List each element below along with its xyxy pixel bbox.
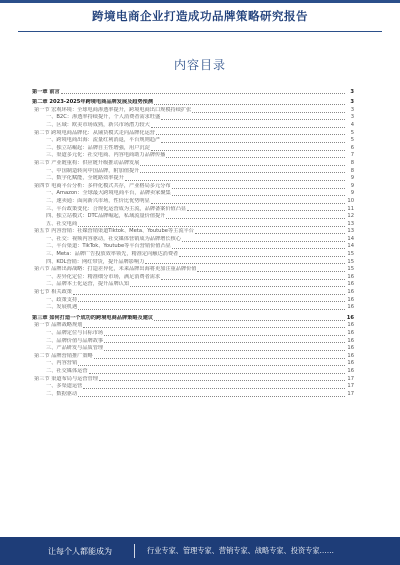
toc-page-number: 16	[347, 281, 354, 288]
toc-entry-text: 一、政策支持	[46, 296, 78, 303]
toc-entry-text: 三、渠道多元化：社交电商、内容电商助力品牌传播	[46, 152, 166, 159]
toc-entry-text: 一、B2C：渗透率持续提升，个人消费者需求旺盛	[46, 114, 161, 121]
toc-page-number: 3	[350, 99, 354, 106]
toc-leader-dots	[145, 259, 345, 264]
toc-entry-text: 二、平台渠道：TikTok、Youtube等平台营销价值凸显	[46, 243, 171, 250]
toc-entry-text: 第七节 相关政策	[34, 289, 72, 296]
toc-leader-dots	[94, 354, 345, 359]
toc-leader-dots	[78, 392, 345, 397]
toc-leader-dots	[179, 252, 345, 257]
toc-entry-text: 第三节 产业链重构：供应链升级推动品牌发展	[34, 159, 140, 166]
toc-leader-dots	[161, 275, 345, 280]
toc-entry-section[interactable]	[32, 182, 354, 190]
toc-leader-dots	[182, 237, 345, 242]
toc-entry-section[interactable]	[32, 228, 354, 236]
toc-page-number: 14	[347, 235, 354, 242]
page-header	[0, 5, 400, 27]
toc-leader-dots	[187, 206, 345, 211]
footer-separator	[134, 544, 135, 558]
toc-leader-dots	[104, 346, 345, 351]
toc-page-number: 5	[350, 137, 354, 144]
toc-entry-sub[interactable]	[32, 345, 354, 353]
toc-leader-dots	[161, 138, 345, 143]
toc-page-number: 17	[347, 383, 354, 390]
toc-page-number: 7	[350, 152, 354, 159]
toc-entry-text: 二、独立站崛起：品牌自主性增强，用户沉淀	[46, 144, 150, 151]
toc-entry-sub[interactable]	[32, 304, 354, 312]
toc-page-number: 12	[347, 213, 354, 220]
toc-entry-text: 第二节 品牌营销推广策略	[34, 352, 93, 359]
toc-entry-text: 一、品牌定位与目标市场	[46, 330, 104, 336]
toc-entry-section[interactable]	[32, 322, 354, 330]
toc-leader-dots	[154, 100, 345, 105]
toc-leader-dots	[161, 115, 345, 120]
toc-leader-dots	[140, 168, 345, 173]
toc-entry-text: 第三章 如何打造一个成功的跨境电商品牌策略及建议	[32, 314, 154, 321]
toc-page-number: 9	[350, 190, 354, 197]
toc-entry-sub[interactable]	[32, 152, 354, 160]
toc-leader-dots	[78, 305, 345, 310]
toc-leader-dots	[166, 153, 345, 158]
toc-page-number: 14	[347, 243, 354, 250]
toc-leader-dots	[78, 222, 345, 227]
toc-entry-text: 二、发展机遇	[46, 304, 78, 311]
toc-entry-text: 一、跨境电商出海：流量红利消退，平台规则趋严	[46, 137, 161, 144]
toc-page-number: 16	[347, 296, 354, 303]
toc-entry-text: 二、速卖通：面向新兴市场，性价比优势明显	[46, 197, 150, 204]
toc-page-number: 15	[347, 266, 354, 273]
toc-leader-dots	[166, 214, 345, 219]
toc-page-number: 16	[347, 345, 354, 352]
toc-leader-dots	[151, 146, 345, 151]
toc-leader-dots	[156, 130, 345, 135]
toc-entry-text: 二、社交媒体运营	[46, 367, 88, 374]
toc-entry-section[interactable]	[32, 266, 354, 274]
toc-entry-text: 二、区域：欧美市场成熟，新兴市场潜力较大	[46, 121, 150, 128]
toc-page-number: 16	[347, 360, 354, 367]
toc-entry-text: 二、数据驱动	[46, 390, 78, 397]
toc-heading: 内容目录	[173, 58, 226, 72]
toc-entry-sub[interactable]	[32, 367, 354, 375]
toc-entry-text: 一、内容营销	[46, 360, 78, 367]
toc-page-number: 8	[350, 159, 354, 166]
toc-page-number: 6	[350, 144, 354, 151]
toc-entry-text: 第四节 电商平台分析：多样化模式共存，产业格局多元分布	[34, 182, 171, 189]
toc-page-number: 16	[347, 304, 354, 311]
toc-entry-text: 二、数字化赋能，全链路效率提升	[46, 175, 124, 182]
toc-entry-text: 三、平台政策变化：合规化运营成为主流，品牌备案价值凸显	[46, 205, 187, 212]
toc-leader-dots	[61, 89, 345, 94]
toc-entry-sub[interactable]	[32, 329, 354, 337]
toc-entry-sub[interactable]	[32, 213, 354, 221]
toc-entry-sub[interactable]	[32, 114, 354, 122]
toc-entry-text: 一、中国制造转向中国品牌，附加值提升	[46, 167, 140, 174]
toc-page-number: 16	[347, 330, 354, 336]
toc-entry-text: 二、品牌本土化运营，提升品牌认知	[46, 281, 130, 288]
toc-page-number: 15	[347, 251, 354, 258]
toc-leader-dots	[195, 229, 345, 234]
toc-leader-dots	[130, 282, 345, 287]
toc-entry-sub[interactable]	[32, 258, 354, 266]
toc-entry-chapter[interactable]	[32, 314, 354, 322]
toc-entry-sub[interactable]	[32, 190, 354, 198]
toc-page-number: 16	[347, 273, 354, 280]
toc-leader-dots	[172, 184, 345, 189]
toc-entry-text: 一、差异化定位：精准细分市场，满足消费者需求	[46, 273, 161, 280]
toc-entry-chapter[interactable]	[32, 99, 354, 107]
toc-page-number: 16	[346, 314, 354, 321]
toc-entry-section[interactable]	[32, 106, 354, 114]
toc-entry-text: 三、产品研发与品质管理	[46, 345, 104, 352]
toc-leader-dots	[172, 191, 345, 196]
toc-entry-text: 四、独立站模式：DTC品牌崛起，私域流量价值提升	[46, 213, 166, 220]
toc-entry-sub[interactable]	[32, 273, 354, 281]
toc-entry-sub[interactable]	[32, 137, 354, 145]
toc-entry-sub[interactable]	[32, 296, 354, 304]
toc-leader-dots	[78, 361, 345, 366]
toc-leader-dots	[104, 338, 345, 343]
toc-leader-dots	[89, 369, 345, 374]
toc-entry-text: 一、社交：视频内容驱动，社交媒体营销成为品牌增长核心	[46, 235, 181, 242]
toc-entry-text: 一、Amazon：全球最大跨境电商平台，品牌卖家聚集	[46, 190, 171, 197]
toc-leader-dots	[78, 297, 345, 302]
toc-entry-section[interactable]	[32, 288, 354, 296]
toc-page-number: 17	[347, 390, 354, 397]
toc-entry-text: 四、KOL营销：网红带货，提升品牌影响力	[46, 258, 145, 265]
toc-entry-sub[interactable]	[32, 220, 354, 228]
toc-page-number: 17	[347, 375, 354, 382]
toc-entry-sub[interactable]	[32, 144, 354, 152]
toc-entry-text: 第六节 品牌出海战略：打造差异化，未来品牌出海将更加注重品牌价值	[34, 266, 197, 273]
toc-leader-dots	[151, 199, 345, 204]
toc-page-number: 15	[347, 258, 354, 265]
toc-entry-text: 三、Meta：品牌广告投放效率领先，精准定向触达消费者	[46, 251, 179, 258]
toc-page-number: 5	[350, 129, 354, 136]
toc-entry-sub[interactable]	[32, 250, 354, 258]
toc-leader-dots	[104, 331, 345, 336]
toc-entry-sub[interactable]	[32, 243, 354, 251]
toc-leader-dots	[83, 323, 345, 328]
toc-entry-sub[interactable]	[32, 205, 354, 213]
toc-page-number: 16	[347, 367, 354, 374]
toc-page-number: 3	[350, 106, 354, 113]
toc-entry-sub[interactable]	[32, 390, 354, 398]
toc-entry-sub[interactable]	[32, 281, 354, 289]
toc-entry-sub[interactable]	[32, 175, 354, 183]
toc-page-number: 8	[350, 167, 354, 174]
toc-entry-text: 第三节 渠道布局与运营管理	[34, 375, 98, 382]
toc-entry-sub[interactable]	[32, 383, 354, 391]
toc-page-number: 9	[350, 175, 354, 182]
toc-page-number: 3	[350, 88, 354, 95]
toc-entry-section[interactable]	[32, 375, 354, 383]
toc-entry-section[interactable]	[32, 129, 354, 137]
toc-leader-dots	[83, 384, 345, 389]
toc-entry-text: 二、品牌价值与品牌故事	[46, 337, 104, 344]
footer-slogan: 让每个人都能成为	[48, 546, 112, 556]
toc-entry-section[interactable]	[32, 352, 354, 360]
toc-entry-chapter[interactable]	[32, 88, 354, 96]
page-footer	[0, 537, 400, 565]
toc-leader-dots	[154, 316, 345, 321]
toc-entry-text: 五、社交电商	[46, 220, 78, 227]
header-divider	[18, 31, 382, 32]
toc-page-number: 3	[350, 114, 354, 121]
toc-entry-sub[interactable]	[32, 337, 354, 345]
toc-page-number: 4	[350, 121, 354, 128]
toc-page-number: 13	[347, 228, 354, 235]
toc-entry-sub[interactable]	[32, 360, 354, 368]
toc-page-number: 16	[347, 337, 354, 344]
toc-page-number: 16	[347, 352, 354, 359]
toc-entry-text: 一、多渠道运营	[46, 383, 83, 390]
toc-entry-text: 第二节 跨境电商品牌化：从铺货模式走向品牌化运营	[34, 129, 155, 136]
table-of-contents	[32, 88, 354, 398]
toc-page-number: 13	[347, 220, 354, 227]
toc-entry-text: 第一节 品牌战略规划	[34, 322, 83, 329]
toc-page-number: 16	[347, 289, 354, 296]
toc-entry-text: 第一节 宏观环境：全球电商渗透率提升，跨境电商出口规模持续扩张	[34, 106, 192, 113]
footer-tagline: 行业专家、管理专家、营销专家、战略专家、投资专家……	[147, 546, 334, 555]
toc-entry-section[interactable]	[32, 159, 354, 167]
toc-entry-text: 第二章 2023-2025年跨境电商品牌发展及趋势预测	[32, 99, 154, 106]
toc-leader-dots	[192, 108, 345, 113]
toc-entry-sub[interactable]	[32, 167, 354, 175]
toc-leader-dots	[140, 161, 345, 166]
report-title: 跨境电商企业打造成功品牌策略研究报告	[92, 9, 308, 23]
toc-leader-dots	[73, 290, 345, 295]
toc-leader-dots	[125, 176, 345, 181]
toc-entry-text: 第五节 内容营销：社媒营销渠道Tiktok、Meta、Youtube等主流平台	[34, 228, 194, 235]
toc-leader-dots	[172, 244, 345, 249]
toc-page-number: 10	[347, 197, 354, 204]
toc-leader-dots	[99, 376, 345, 381]
toc-page-number: 11	[347, 205, 354, 212]
toc-leader-dots	[197, 267, 345, 272]
toc-entry-sub[interactable]	[32, 235, 354, 243]
toc-leader-dots	[151, 123, 345, 128]
toc-entry-sub[interactable]	[32, 197, 354, 205]
toc-page-number: 9	[350, 182, 354, 189]
toc-entry-text: 第一章 前言	[32, 88, 60, 95]
toc-page-number: 16	[347, 322, 354, 329]
toc-entry-sub[interactable]	[32, 121, 354, 129]
header-top-rule	[0, 0, 400, 3]
